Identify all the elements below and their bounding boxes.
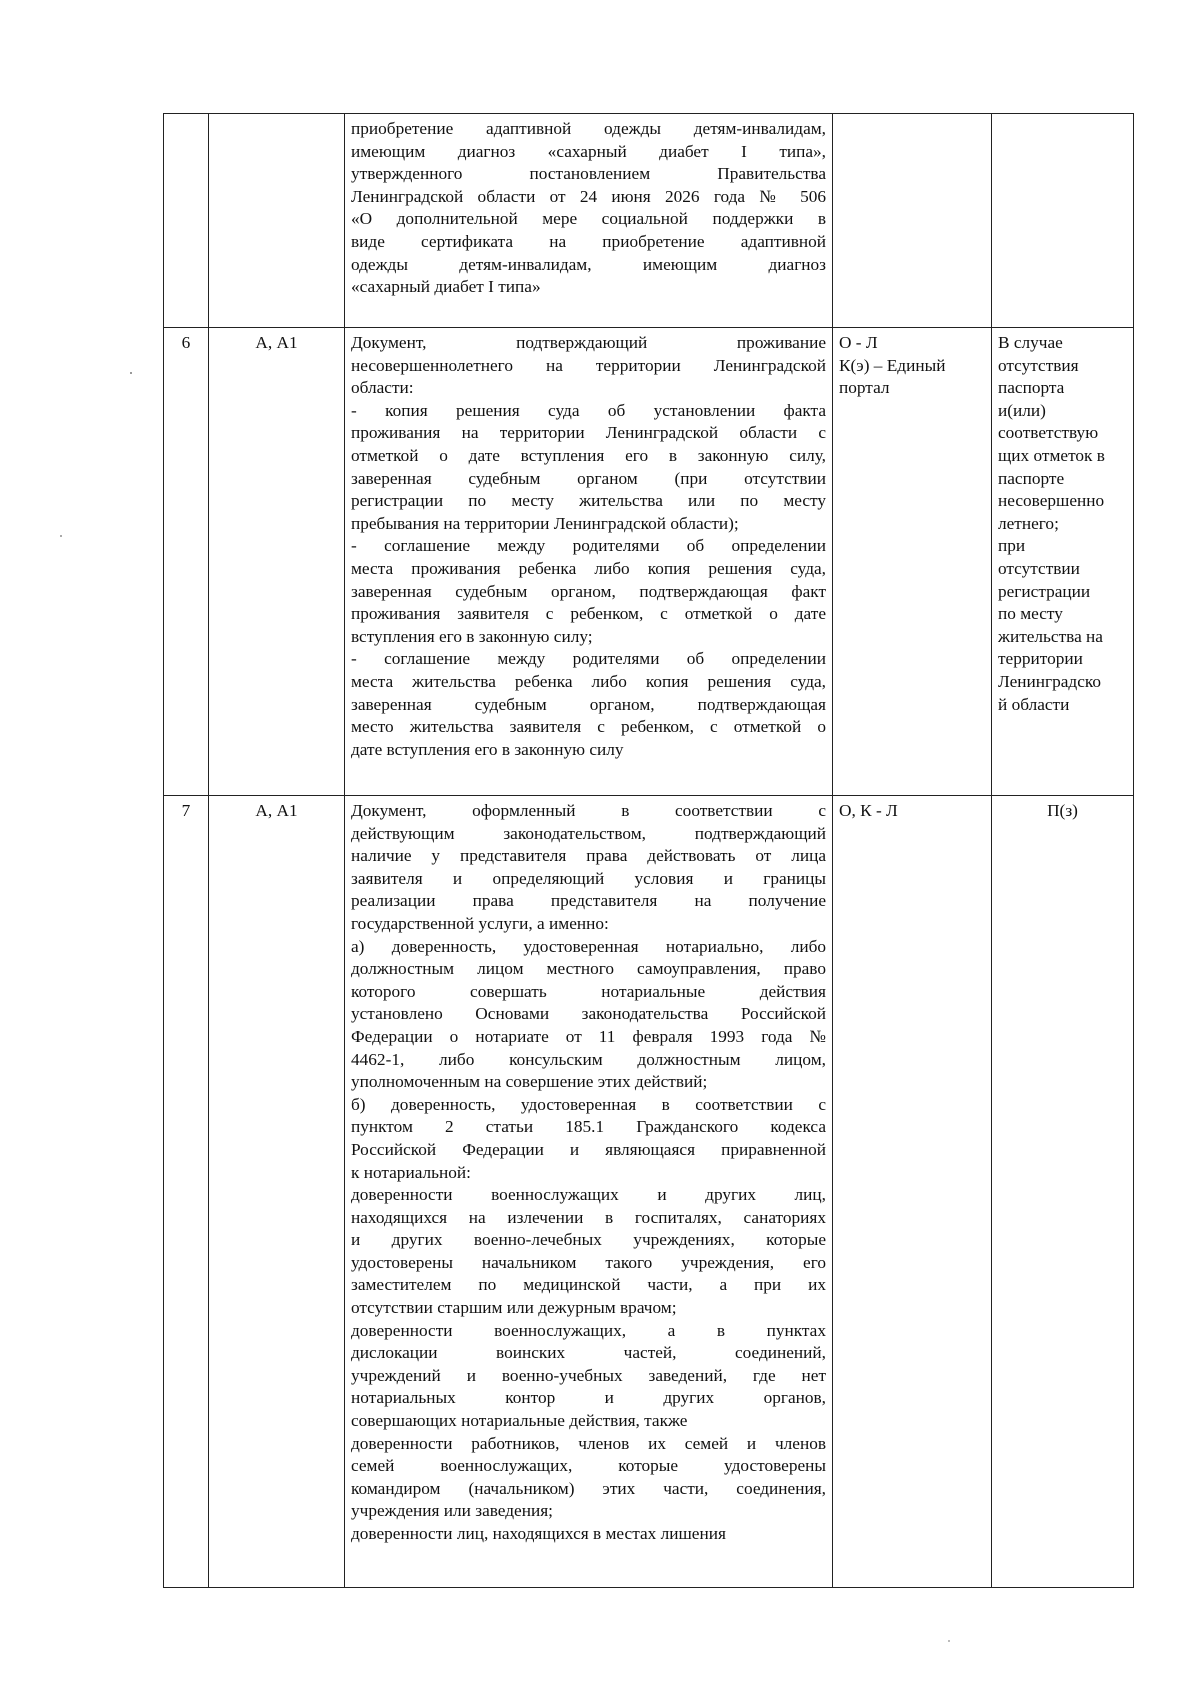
text-line: учреждений и военно-учебных заведений, где нет [351,1365,826,1385]
source-cell [833,796,992,1588]
text-line: имеющим диагноз «сахарный диабет I типа», [351,141,826,161]
text-line: государственной услуги, а именно: [351,913,609,933]
text-line: а) доверенность, удостоверенная нотариально, либо [351,936,826,956]
text-line: К(э) – Единый [839,355,946,375]
category-cell: А, А1 [209,796,345,1588]
text-line: Документ, подтверждающий проживание [351,333,826,352]
text-line: командиром (начальником) этих части, соединения, [351,1478,826,1498]
text-line: одежды детям-инвалидам, имеющим диагноз [351,254,826,274]
text-line: проживания заявителя с ребенком, с отметкой о дате [351,604,826,624]
text-line: пунктом 2 статьи 185.1 Гражданского кодекса [351,1117,826,1137]
scan-speck [130,372,132,374]
text-line: 4462-1, либо консульским должностным лицом, [351,1049,826,1069]
text-line: проживания на территории Ленинградской области с [351,423,826,443]
text-line: Российской Федерации и являющаяся приравненной [351,1139,826,1159]
text-line: заверенная судебным органом, подтверждающая факт [351,581,826,601]
text-line: учреждения или заведения; [351,1501,553,1521]
text-line: Ленинградско [998,671,1102,691]
text-line: - копия решения суда об установлении факта [351,400,826,420]
text-line: О, К - Л [839,801,898,820]
category-cell [209,114,345,328]
description-cell [345,796,833,1588]
text-line: заверенная судебным органом, подтверждающая [351,694,826,714]
text-line: наличие у представителя права действовать от лица [351,846,826,866]
text-line: О - Л [839,333,878,352]
text-line: отсутствии старшим или дежурным врачом; [351,1298,677,1318]
text-line: по месту [998,604,1063,624]
text-line: нотариальных контор и других органов, [351,1388,826,1408]
text-line: - соглашение между родителями об определении [351,649,826,669]
text-line: щих отметок в [998,445,1105,465]
text-line: регистрации по месту жительства или по месту [351,491,826,511]
text-line: «О дополнительной мере социальной поддержки в [351,209,826,229]
table-row [164,796,1134,1588]
description-cell [345,328,833,796]
text-line: доверенности военнослужащих и других лиц, [351,1185,826,1205]
text-line: реализации права представителя на получение [351,891,826,911]
source-cell [833,114,992,328]
text-line: пребывания на территории Ленинградской области); [351,513,739,533]
category-cell: А, А1 [209,328,345,796]
text-line: паспорта [998,378,1065,398]
text-line: отметкой о дате вступления его в законную силу, [351,445,826,465]
text-line: летнего; [998,513,1059,533]
text-line: совершающих нотариальные действия, также [351,1411,688,1431]
text-line: заместителем по медицинской части, а при их [351,1275,826,1295]
text-line: отсутствии [998,558,1080,578]
table-row [164,114,1134,328]
text-line: области: [351,378,414,398]
note-cell [992,328,1134,796]
text-line: дислокации воинских частей, соединений, [351,1343,826,1363]
text-line: заявителя и определяющий условия и границы [351,868,826,888]
text-line: б) доверенность, удостоверенная в соответствии с [351,1094,826,1114]
note-cell [992,796,1134,1588]
text-line: заверенная судебным органом (при отсутствии [351,468,826,488]
text-line: несовершенно [998,491,1105,511]
note-cell [992,114,1134,328]
text-line: установлено Основами законодательства Российской [351,1004,826,1024]
text-line: которого совершать нотариальные действия [351,981,826,1001]
text-line: «сахарный диабет I типа» [351,277,541,297]
text-line: и других военно-лечебных учреждениях, которые [351,1230,826,1250]
text-line: утвержденного постановлением Правительства [351,164,826,184]
text-line: дате вступления его в законную силу [351,739,624,759]
text-line: соответствую [998,423,1099,443]
text-line: паспорте [998,468,1065,488]
text-line: - соглашение между родителями об определении [351,536,826,556]
text-line: регистрации [998,581,1091,601]
text-line: место жительства заявителя с ребенком, с отметкой о [351,717,826,737]
source-cell [833,328,992,796]
text-line: Документ, оформленный в соответствии с [351,801,826,820]
description-cell [345,114,833,328]
text-line: жительства на [998,626,1103,646]
text-line: действующим законодательством, подтверждающий [351,823,826,843]
text-line: вступления его в законную силу; [351,626,593,646]
text-line: должностным лицом местного самоуправления, право [351,959,826,979]
text-line: портал [839,378,890,398]
documents-table [163,113,1134,1588]
text-line: удостоверены начальником такого учреждения, его [351,1252,826,1272]
row-number-cell: 6 [164,328,209,796]
text-line: Ленинградской области от 24 июня 2026 года № 506 [351,186,826,206]
text-line: места проживания ребенка либо копия решения суда, [351,558,826,578]
text-line: места жительства ребенка либо копия решения суда, [351,671,826,691]
row-number-cell [164,114,209,328]
text-line: доверенности лиц, находящихся в местах лишения [351,1524,726,1543]
text-line: доверенности работников, членов их семей и членов [351,1433,826,1453]
text-line: территории [998,649,1083,669]
text-line: В случае [998,333,1063,352]
text-line: виде сертификата на приобретение адаптивной [351,231,826,251]
text-line: находящихся на излечении в госпиталях, санаториях [351,1207,826,1227]
text-line: и(или) [998,400,1046,420]
text-line: отсутствия [998,355,1079,375]
text-line: Федерации о нотариате от 11 февраля 1993 года № [351,1026,826,1046]
text-line: семей военнослужащих, которые удостоверены [351,1456,826,1476]
text-line: при [998,536,1026,556]
table-row [164,328,1134,796]
text-line: к нотариальной: [351,1162,471,1182]
row-number-cell: 7 [164,796,209,1588]
text-line: уполномоченным на совершение этих действий; [351,1072,708,1092]
text-line: й области [998,694,1070,714]
text-line: несовершеннолетнего на территории Ленинградской [351,355,826,375]
text-line: П(з) [1047,801,1078,820]
text-line: приобретение адаптивной одежды детям-инвалидам, [351,119,826,138]
scan-speck [948,1640,950,1642]
scan-speck [60,535,62,537]
text-line: доверенности военнослужащих, а в пунктах [351,1320,826,1340]
